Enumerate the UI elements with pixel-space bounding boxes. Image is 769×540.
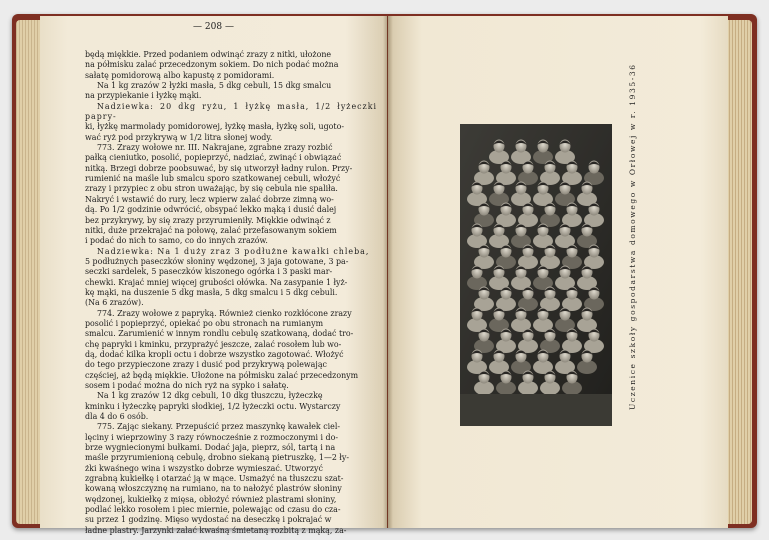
text-line: dla 4 do 6 osób.: [85, 412, 149, 422]
text-line: Na 1 kg zrazów 2 łyżki masła, 5 dkg cebuli, 15 dkg smalcu: [97, 81, 332, 91]
page-number: — 208 —: [193, 22, 234, 32]
photo-illustration: [460, 124, 612, 426]
text-line: dą. Po 1/2 godzinie odwrócić, obsypać lekko mąką i dusić dalej: [85, 205, 337, 215]
text-line: smalcu. Zarumienić w innym rondlu cebulę szatkowaną, dodać tro-: [85, 329, 354, 339]
text-line: sałatę pomidorową albo kapustę z pomidorami.: [85, 70, 275, 80]
photo-caption: Uczenice szkoły gospodarstwa domowego w Orłowej w r. 1935-36: [628, 63, 637, 410]
text-line: Nadziewka: Na 1 duży zraz 3 podłużne kawałki chleba,: [97, 246, 370, 256]
text-line: Na 1 kg zrazów 12 dkg cebuli, 10 dkg tłuszczu, łyżeczkę: [97, 391, 323, 401]
text-line: kowaną włoszczyznę na rumiano, na to nałożyć plastrów słoniny: [85, 484, 342, 494]
text-line: pałką cieniutko, posolić, popieprzyć, nadziać, zwinąć i obwiązać: [85, 153, 342, 163]
text-line: Nakryć i wstawić do rury, lecz wpierw zalać dobrze zimną wo-: [85, 194, 334, 204]
text-line: kę mąki, na duszenie 5 dkg masła, 5 dkg smalcu i 5 dkg cebuli.: [85, 287, 338, 297]
group-photo: [460, 124, 612, 426]
text-line: posolić i popieprzyć, opiekać po obu stronach na rumianym: [85, 318, 324, 328]
text-line: ki, łyżkę marmolady pomidorowej, łyżkę masła, łyżkę soli, ugoto-: [85, 122, 345, 132]
text-line: bez przykrywy, by się zrazy przyrumieniły. Miękkie odwinąć z: [85, 215, 331, 225]
text-line: zgrabną kukiełkę i otarzać ją w mące. Usmażyć na tłuszczu szat-: [85, 474, 344, 484]
text-line: maśle przyrumienioną cebulę, drobno siekaną pietruszkę, 1—2 ły-: [85, 453, 350, 463]
text-line: lęciny i wieprzowiny 3 razy równocześnie z rozmoczonymi i do-: [85, 432, 338, 442]
page-edges-right: [724, 20, 752, 524]
book-gutter: [383, 16, 393, 528]
text-line: wędzonej, kukiełkę z mięsa, obłożyć również plastrami słoniny,: [85, 494, 337, 504]
text-line: kminku i łyżeczkę papryki słodkiej, 1/2 łyżeczki octu. Wystarczy: [85, 401, 341, 411]
text-line: seczki sardelek, 5 paseczków kiszonego ogórka i 3 paski mar-: [85, 267, 333, 277]
text-line: do tego przypieczone zrazy i dusić pod przykrywą polewając: [85, 360, 327, 370]
text-line: na przypiekanie i łyżkę mąki.: [85, 91, 202, 101]
text-line: wać ryż pod przykrywą w 1/2 litra słonej wody.: [85, 132, 273, 142]
recipe-775-heading: 775. Zając siekany. Przepuścić przez maszynkę kawałek ciel-: [97, 422, 341, 432]
text-line: chę papryki i kminku, przyprażyć jeszcze, zalać rosołem lub wo-: [85, 339, 342, 349]
text-line: 5 podłużnych paseczków słoniny wędzonej, 3 jaja gotowane, 3 pa-: [85, 256, 349, 266]
text-line: rumienić na maśle lub smalcu sporo szatkowanej cebuli, włożyć: [85, 174, 341, 184]
text-line: nitką. Brzegi dobrze poobsuwać, by się utworzył ładny rulon. Przy-: [85, 163, 353, 173]
text-line: i podać do nich to samo, co do innych zrazów.: [85, 236, 268, 246]
text-line: będą miękkie. Przed podaniem odwinąć zrazy z nitki, ułożone: [85, 50, 332, 59]
recipe-774-heading: 774. Zrazy wołowe z papryką. Również cienko rozkłócone zrazy: [97, 308, 352, 318]
text-line: podlać lekko rosołem i piec miernie, polewając od czasu do cza-: [85, 505, 341, 515]
recipe-773-heading: 773. Zrazy wołowe nr. III. Nakrajane, zgrabne zrazy rozbić: [97, 143, 333, 153]
text-line: brze wygniecionymi bułkami. Dodać jaja, pieprz, sól, tartą i na: [85, 443, 336, 453]
text-line: zrazy i przypiec z obu stron uważając, by się cebula nie spaliła.: [85, 184, 338, 194]
text-line: sosem i podać można do nich ryż na sypko i sałatę.: [85, 381, 289, 390]
text-line: ładne plastry. Jarzynki zalać kwaśną śmietaną rozbitą z mąką, za-: [85, 525, 347, 535]
text-line: żki kwaśnego wina i wszystko dobrze wymieszać. Utworzyć: [85, 463, 323, 473]
text-line: nitki, duże przekrajać na połowę, zalać przefasowanym sokiem: [85, 225, 337, 235]
text-line: (Na 6 zrazów).: [85, 298, 144, 308]
text-line: chewki. Krajać mniej więcej grubości ołówka. Na zasypanie 1 łyż-: [85, 277, 348, 287]
text-line: su przez 1 godzinę. Mięso wydostać na deseczkę i pokrajać w: [85, 515, 332, 525]
text-line: na półmisku zalać przecedzonym sokiem. Do nich podać można: [85, 60, 339, 70]
text-line: dą, dodać kilka kropli octu i dobrze wszystko zagotować. Włożyć: [85, 349, 344, 359]
recipe-text: [85, 50, 377, 536]
text-line: częściej, aż będą miękkie. Ułożone na półmisku zalać przecedzonym: [85, 370, 359, 380]
text-line: Nadziewka: 20 dkg ryżu, 1 łyżkę masła, 1/2 łyżeczki papry-: [85, 101, 377, 122]
